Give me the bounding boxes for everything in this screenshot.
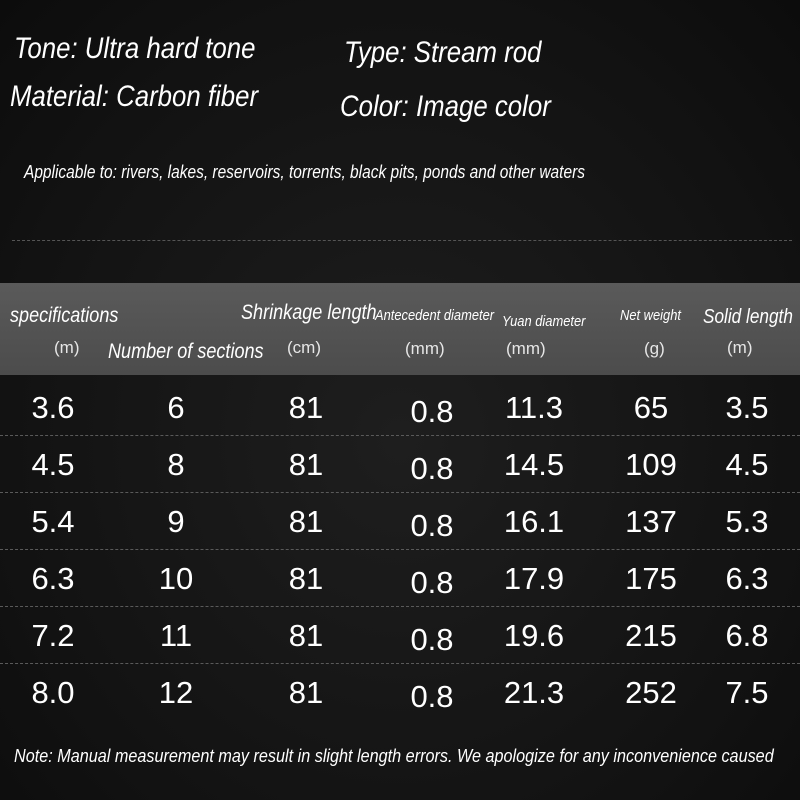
header-specifications-unit: (m) bbox=[54, 338, 80, 357]
header-solid-length: Solid length bbox=[703, 306, 793, 328]
material-text: Material: Carbon fiber bbox=[10, 80, 259, 113]
cell-sections: 11 bbox=[159, 618, 193, 653]
cell-shrinkage-length: 81 bbox=[288, 447, 324, 482]
note-text: Note: Manual measurement may result in slight length errors. We apologize for any inconvenience caused bbox=[14, 746, 774, 766]
header-shrinkage-length-unit: (cm) bbox=[287, 338, 321, 357]
cell-sections: 8 bbox=[167, 447, 185, 482]
cell-solid-length: 3.5 bbox=[725, 390, 769, 425]
cell-shrinkage-length: 81 bbox=[288, 561, 324, 596]
cell-sections: 9 bbox=[167, 504, 185, 539]
divider-line bbox=[12, 240, 792, 241]
cell-solid-length: 6.8 bbox=[725, 618, 769, 653]
cell-yuan-diameter: 14.5 bbox=[503, 447, 565, 482]
cell-shrinkage-length: 81 bbox=[288, 390, 324, 425]
cell-sections: 10 bbox=[158, 561, 194, 596]
cell-antecedent-diameter: 0.8 bbox=[410, 565, 454, 600]
cell-yuan-diameter: 16.1 bbox=[503, 504, 565, 539]
type-text: Type: Stream rod bbox=[344, 36, 542, 69]
cell-specification: 6.3 bbox=[31, 561, 75, 596]
header-net-weight-unit: (g) bbox=[644, 339, 665, 358]
cell-specification: 4.5 bbox=[31, 447, 75, 482]
applicable-text: Applicable to: rivers, lakes, reservoirs, torrents, black pits, ponds and other waters bbox=[24, 162, 585, 182]
cell-antecedent-diameter: 0.8 bbox=[410, 679, 454, 714]
header-solid-length-unit: (m) bbox=[727, 338, 753, 357]
header-yuan-diameter-unit: (mm) bbox=[506, 339, 546, 358]
cell-solid-length: 5.3 bbox=[725, 504, 769, 539]
cell-net-weight: 252 bbox=[625, 675, 677, 710]
row-separator bbox=[0, 492, 800, 493]
tone-text: Tone: Ultra hard tone bbox=[14, 32, 256, 65]
header-shrinkage-length: Shrinkage length bbox=[241, 301, 377, 324]
cell-shrinkage-length: 81 bbox=[288, 504, 324, 539]
header-yuan-diameter: Yuan diameter bbox=[502, 313, 586, 330]
header-antecedent-diameter-unit: (mm) bbox=[405, 339, 445, 358]
cell-net-weight: 215 bbox=[625, 618, 677, 653]
cell-yuan-diameter: 19.6 bbox=[503, 618, 565, 653]
color-text: Color: Image color bbox=[340, 90, 551, 123]
cell-solid-length: 4.5 bbox=[725, 447, 769, 482]
cell-net-weight: 65 bbox=[633, 390, 669, 425]
cell-solid-length: 7.5 bbox=[725, 675, 769, 710]
header-number-of-sections: Number of sections bbox=[108, 340, 264, 363]
row-separator bbox=[0, 606, 800, 607]
cell-sections: 6 bbox=[167, 390, 185, 425]
cell-specification: 5.4 bbox=[31, 504, 75, 539]
cell-yuan-diameter: 11.3 bbox=[504, 390, 564, 425]
cell-specification: 7.2 bbox=[31, 618, 75, 653]
cell-antecedent-diameter: 0.8 bbox=[410, 451, 454, 486]
cell-sections: 12 bbox=[158, 675, 194, 710]
cell-net-weight: 137 bbox=[625, 504, 677, 539]
row-separator bbox=[0, 549, 800, 550]
cell-antecedent-diameter: 0.8 bbox=[410, 622, 454, 657]
cell-solid-length: 6.3 bbox=[725, 561, 769, 596]
cell-net-weight: 175 bbox=[625, 561, 677, 596]
cell-yuan-diameter: 17.9 bbox=[503, 561, 565, 596]
header-specifications: specifications bbox=[10, 304, 119, 327]
cell-yuan-diameter: 21.3 bbox=[503, 675, 565, 710]
header-antecedent-diameter: Antecedent diameter bbox=[375, 307, 495, 324]
cell-antecedent-diameter: 0.8 bbox=[410, 394, 454, 429]
row-separator bbox=[0, 663, 800, 664]
row-separator bbox=[0, 435, 800, 436]
cell-specification: 3.6 bbox=[31, 390, 75, 425]
cell-shrinkage-length: 81 bbox=[288, 675, 324, 710]
cell-antecedent-diameter: 0.8 bbox=[410, 508, 454, 543]
cell-shrinkage-length: 81 bbox=[288, 618, 324, 653]
cell-specification: 8.0 bbox=[31, 675, 75, 710]
header-net-weight: Net weight bbox=[620, 307, 681, 324]
cell-net-weight: 109 bbox=[625, 447, 677, 482]
